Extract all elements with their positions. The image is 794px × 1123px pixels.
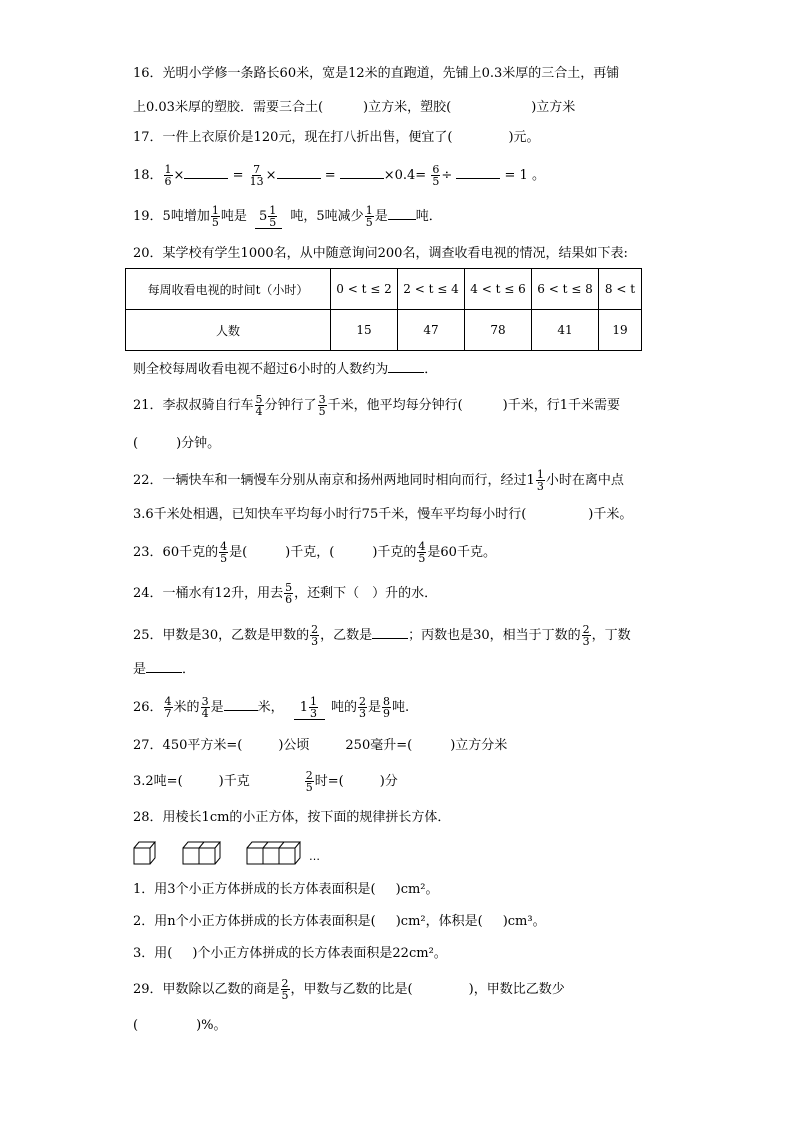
q25-line2: 是 ．	[133, 662, 196, 677]
table-cell: 19	[599, 310, 642, 351]
q27-line2: 3.2吨=( )千克 $\frac{2}{5}$ 时=( )分	[133, 769, 398, 794]
q18-blank-3	[340, 166, 384, 179]
q28-sub3: 3．用( )个小正方体拼成的长方体表面积是22cm²。	[133, 946, 447, 961]
q29-line2: ( )%。	[133, 1018, 227, 1033]
cube-pattern-figure	[133, 840, 333, 870]
q21-line1: 21．李叔叔骑自行车 $\frac{5}{4}$ 分钟行了 $\frac{3}{5}$ 千米，他平均每分钟行( )千米，行1千米需要	[133, 393, 620, 418]
tv-time-table	[125, 268, 642, 351]
q19: 19．5吨增加 $\frac{1}{5}$ 吨是 5 $\frac{1}{5}$ 吨，5吨减少 $\frac{1}{5}$ 是 吨．	[133, 204, 442, 229]
table-cell: 15	[331, 310, 398, 351]
q18-blank-1	[184, 166, 228, 179]
table-cell: 78	[465, 310, 532, 351]
table-header-cell: 8 < t	[599, 269, 642, 310]
table-header-cell: 6 < t ≤ 8	[532, 269, 599, 310]
table-row	[126, 269, 642, 310]
table-row	[126, 310, 642, 351]
table-header-cell: 每周收看电视的时间t（小时）	[126, 269, 331, 310]
q18: 18． $\frac{1}{6}$ × = $\frac{7}{13}$ × = ×0.4= $\frac{6}{5}$ ÷ = 1 。	[133, 163, 545, 188]
q20-after: 则全校每周收看电视不超过6小时的人数约为 ．	[133, 362, 438, 377]
q19-blank	[388, 207, 416, 220]
q28-sub1: 1．用3个小正方体拼成的长方体表面积是( )cm²。	[133, 882, 439, 897]
q16-line2: 上0.03米厚的塑胶．需要三合土( )立方米，塑胶( )立方米	[133, 100, 576, 115]
table-header-cell: 2 < t ≤ 4	[398, 269, 465, 310]
q17: 17．一件上衣原价是120元，现在打八折出售，便宜了( )元。	[133, 130, 540, 145]
q21-line2: ( )分钟。	[133, 436, 221, 451]
table-header-cell: 0 < t ≤ 2	[331, 269, 398, 310]
q25-blank-1	[372, 626, 408, 639]
q23: 23．60千克的 $\frac{4}{5}$ 是( )千克，( )千克的 $\frac{4}{5}$ 是60千克。	[133, 540, 496, 565]
q29-line1: 29．甲数除以乙数的商是 $\frac{2}{5}$ ，甲数与乙数的比是( )，甲数比乙数少	[133, 977, 565, 1002]
cube-stack-illustration	[133, 840, 333, 866]
q25-line1: 25．甲数是30，乙数是甲数的 $\frac{2}{3}$ ，乙数是 ；丙数也是30，相当于丁数的 $\frac{2}{3}$ ，丁数	[133, 623, 631, 648]
table-cell: 人数	[126, 310, 331, 351]
table-cell: 41	[532, 310, 599, 351]
q22-line1: 22．一辆快车和一辆慢车分别从南京和扬州两地同时相向而行，经过1 $\frac{1}{3}$ 小时在离中点	[133, 468, 624, 493]
ellipsis: …	[309, 850, 320, 863]
q28-sub2: 2．用n个小正方体拼成的长方体表面积是( )cm²，体积是( )cm³。	[133, 914, 546, 929]
q27-line1: 27．450平方米=( )公顷 250毫升=( )立方分米	[133, 738, 508, 753]
q25-blank-2	[146, 660, 182, 673]
q20-blank	[388, 360, 424, 373]
q18-blank-2	[277, 166, 321, 179]
q16-line1: 16．光明小学修一条路长60米，宽是12米的直跑道，先铺上0.3米厚的三合土，再铺	[133, 66, 620, 81]
q28-text: 28．用棱长1cm的小正方体，按下面的规律拼长方体．	[133, 810, 451, 825]
table-cell: 47	[398, 310, 465, 351]
q26: 26． $\frac{4}{7}$ 米的 $\frac{3}{4}$ 是 米， 1 $\frac{1}{3}$ 吨的 $\frac{2}{3}$ 是 $\frac{8}{9}$ 吨.	[133, 695, 410, 720]
q18-blank-4	[456, 166, 500, 179]
q20-text: 20．某学校有学生1000名，从中随意询问200名，调查收看电视的情况，结果如下表:	[133, 246, 628, 261]
table-header-cell: 4 < t ≤ 6	[465, 269, 532, 310]
q26-blank	[224, 698, 258, 711]
q22-line2: 3.6千米处相遇，已知快车平均每小时行75千米，慢车平均每小时行( )千米。	[133, 507, 633, 522]
q24: 24．一桶水有12升，用去 $\frac{5}{6}$ ，还剩下（ ）升的水．	[133, 581, 438, 606]
